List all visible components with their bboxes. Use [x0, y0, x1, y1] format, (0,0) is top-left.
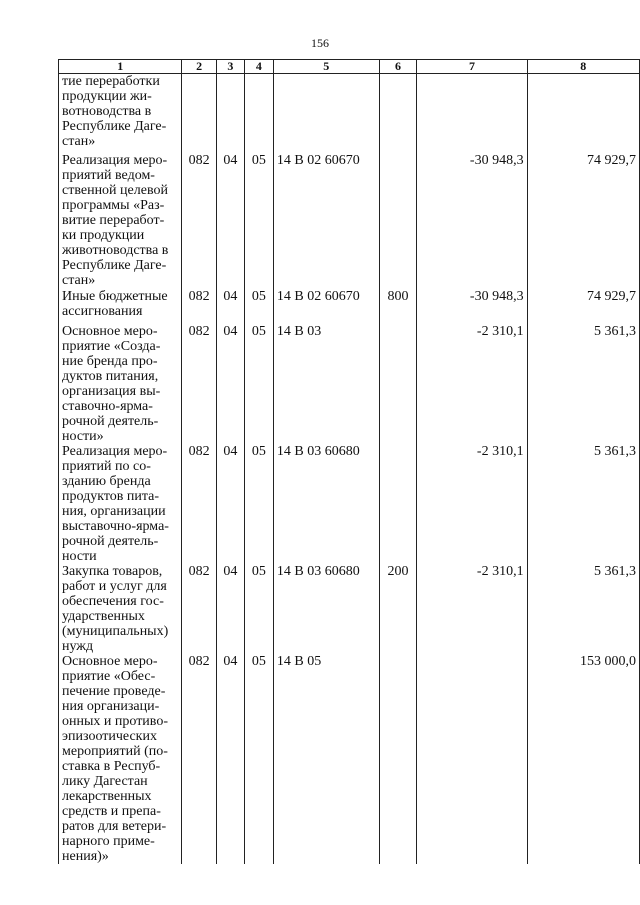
- cell-change-amount: [417, 74, 527, 154]
- header-col-8: 8: [527, 60, 639, 74]
- cell-total-amount: 5 361,3: [527, 324, 639, 444]
- cell-ministry-code: 082: [182, 564, 216, 654]
- cell-subsection: 05: [244, 654, 273, 864]
- header-col-6: 6: [379, 60, 417, 74]
- cell-subsection: 05: [244, 324, 273, 444]
- cell-change-amount: -2 310,1: [417, 564, 527, 654]
- cell-subsection: [244, 74, 273, 154]
- cell-ministry-code: 082: [182, 324, 216, 444]
- cell-section: 04: [216, 654, 244, 864]
- budget-table: [58, 59, 640, 864]
- row-name-text: Закупка товаров, работ и услуг для обеспечения гос- ударственных (муниципальных) нужд: [62, 564, 169, 654]
- cell-expense-type: [379, 153, 417, 289]
- cell-change-amount: -2 310,1: [417, 444, 527, 564]
- cell-expense-type: 200: [379, 564, 417, 654]
- table-row: [59, 654, 640, 864]
- cell-ministry-code: 082: [182, 153, 216, 289]
- table-row: [59, 444, 640, 564]
- row-name: [59, 654, 182, 864]
- cell-section: 04: [216, 324, 244, 444]
- row-name-text: тие переработки продукции жи- вотноводства в Республике Даге- стан»: [62, 74, 167, 149]
- cell-ministry-code: 082: [182, 444, 216, 564]
- page-number: 156: [311, 36, 329, 50]
- cell-target-article: 14 В 05: [273, 654, 379, 864]
- cell-subsection: 05: [244, 289, 273, 324]
- cell-ministry-code: 082: [182, 289, 216, 324]
- cell-section: 04: [216, 153, 244, 289]
- cell-total-amount: 153 000,0: [527, 654, 639, 864]
- cell-change-amount: -30 948,3: [417, 153, 527, 289]
- cell-expense-type: 800: [379, 289, 417, 324]
- table-row: [59, 289, 640, 324]
- cell-total-amount: 74 929,7: [527, 153, 639, 289]
- cell-total-amount: 74 929,7: [527, 289, 639, 324]
- cell-subsection: 05: [244, 153, 273, 289]
- cell-section: [216, 74, 244, 154]
- cell-target-article: 14 В 02 60670: [273, 289, 379, 324]
- cell-section: 04: [216, 564, 244, 654]
- cell-target-article: 14 В 03 60680: [273, 444, 379, 564]
- cell-total-amount: 5 361,3: [527, 444, 639, 564]
- row-name-text: Основное меро- приятие «Обес- печение проведе- ния организаци- онных и противо- эпизоотических мероприятий (по- ставка в Респуб- лику Дагестан лекарственных средств и препа- ратов для ветери- нарного приме- нения)»: [62, 654, 168, 864]
- row-name-text: Реализация меро- приятий по со- зданию бренда продуктов пита- ния, организации выставочно-ярма- рочной деятель- ности: [62, 444, 169, 564]
- cell-section: 04: [216, 289, 244, 324]
- header-col-5: 5: [273, 60, 379, 74]
- row-name: [59, 74, 182, 154]
- table-row: [59, 324, 640, 444]
- row-name: [59, 444, 182, 564]
- cell-ministry-code: 082: [182, 654, 216, 864]
- cell-expense-type: [379, 74, 417, 154]
- row-name-text: Реализация меро- приятий ведом- ственной целевой программы «Раз- витие переработ- ки продукции животноводства в Республике Даге- стан»: [62, 153, 169, 288]
- cell-change-amount: -30 948,3: [417, 289, 527, 324]
- cell-expense-type: [379, 444, 417, 564]
- table-row: [59, 153, 640, 289]
- cell-expense-type: [379, 324, 417, 444]
- table-row: [59, 74, 640, 154]
- table-row: [59, 564, 640, 654]
- cell-target-article: [273, 74, 379, 154]
- cell-change-amount: -2 310,1: [417, 324, 527, 444]
- row-name: [59, 324, 182, 444]
- cell-subsection: 05: [244, 444, 273, 564]
- header-col-3: 3: [216, 60, 244, 74]
- cell-ministry-code: [182, 74, 216, 154]
- header-col-2: 2: [182, 60, 216, 74]
- cell-section: 04: [216, 444, 244, 564]
- header-col-1: 1: [59, 60, 182, 74]
- row-name-text: Иные бюджетные ассигнования: [62, 289, 168, 319]
- cell-change-amount: [417, 654, 527, 864]
- cell-expense-type: [379, 654, 417, 864]
- row-name: [59, 153, 182, 289]
- cell-subsection: 05: [244, 564, 273, 654]
- header-col-4: 4: [244, 60, 273, 74]
- row-name: [59, 564, 182, 654]
- cell-target-article: 14 В 02 60670: [273, 153, 379, 289]
- table-header-row: [59, 60, 640, 74]
- row-name-text: Основное меро- приятие «Созда- ние бренда про- дуктов питания, организация вы- ставочно-ярма- рочной деятель- ности»: [62, 324, 161, 444]
- header-col-7: 7: [417, 60, 527, 74]
- cell-total-amount: 5 361,3: [527, 564, 639, 654]
- cell-total-amount: [527, 74, 639, 154]
- cell-target-article: 14 В 03: [273, 324, 379, 444]
- cell-target-article: 14 В 03 60680: [273, 564, 379, 654]
- row-name: [59, 289, 182, 324]
